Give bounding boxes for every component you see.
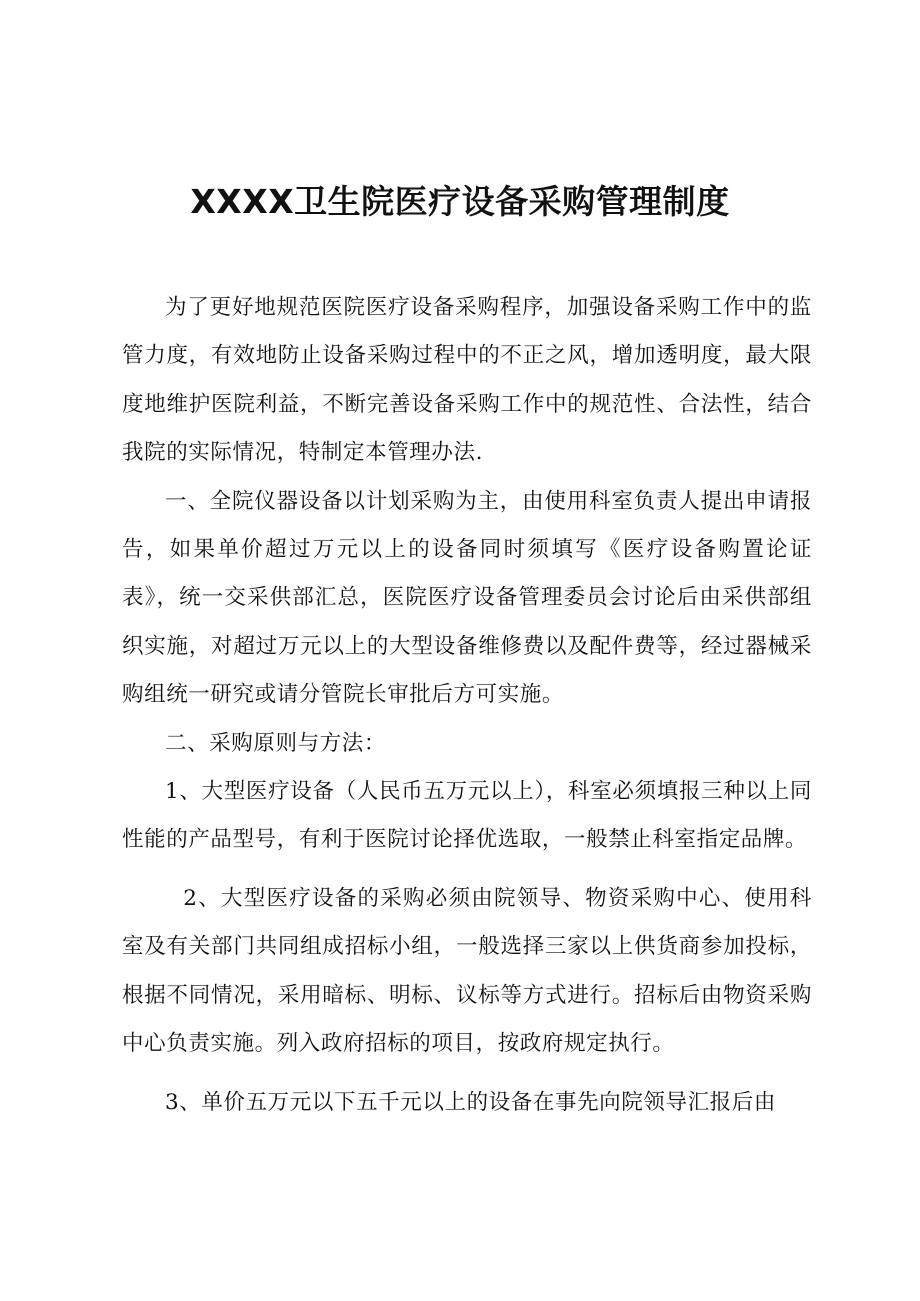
paragraph-item-3: 3、单价五万元以下五千元以上的设备在事先向院领导汇报后由 xyxy=(165,1089,776,1115)
paragraph-section-2-heading: 二、采购原则与方法： xyxy=(165,730,387,756)
paragraph-intro: 为了更好地规范医院医疗设备采购程序，加强设备采购工作中的监管力度，有效地防止设备采购过程中的不正之风，增加透明度，最大限度地维护医院利益，不断完善设备采购工作中的规范性、合法性，结合我院的实际情况，特制定本管理办法. xyxy=(122,295,812,466)
paragraph-section-1: 一、全院仪器设备以计划采购为主，由使用科室负责人提出申请报告，如果单价超过万元以上的设备同时须填写《医疗设备购置论证表》，统一交采供部汇总，医院医疗设备管理委员会讨论后由采供部组织实施，对超过万元以上的大型设备维修费以及配件费等，经过器械采购组统一研究或请分管院长审批后方可实施。 xyxy=(122,488,812,708)
document-title: XXXX卫生院医疗设备采购管理制度 xyxy=(190,182,730,221)
paragraph-item-1: 1、大型医疗设备（人民币五万元以上），科室必须填报三种以上同性能的产品型号，有利于医院讨论择优选取，一般禁止科室指定品牌。 xyxy=(122,779,812,853)
paragraph-item-2: 2、大型医疗设备的采购必须由院领导、物资采购中心、使用科室及有关部门共同组成招标小组，一般选择三家以上供货商参加投标，根据不同情况，采用暗标、明标、议标等方式进行。招标后由物资采购中心负责实施。列入政府招标的项目，按政府规定执行。 xyxy=(122,885,812,1057)
document-body xyxy=(122,284,812,1127)
